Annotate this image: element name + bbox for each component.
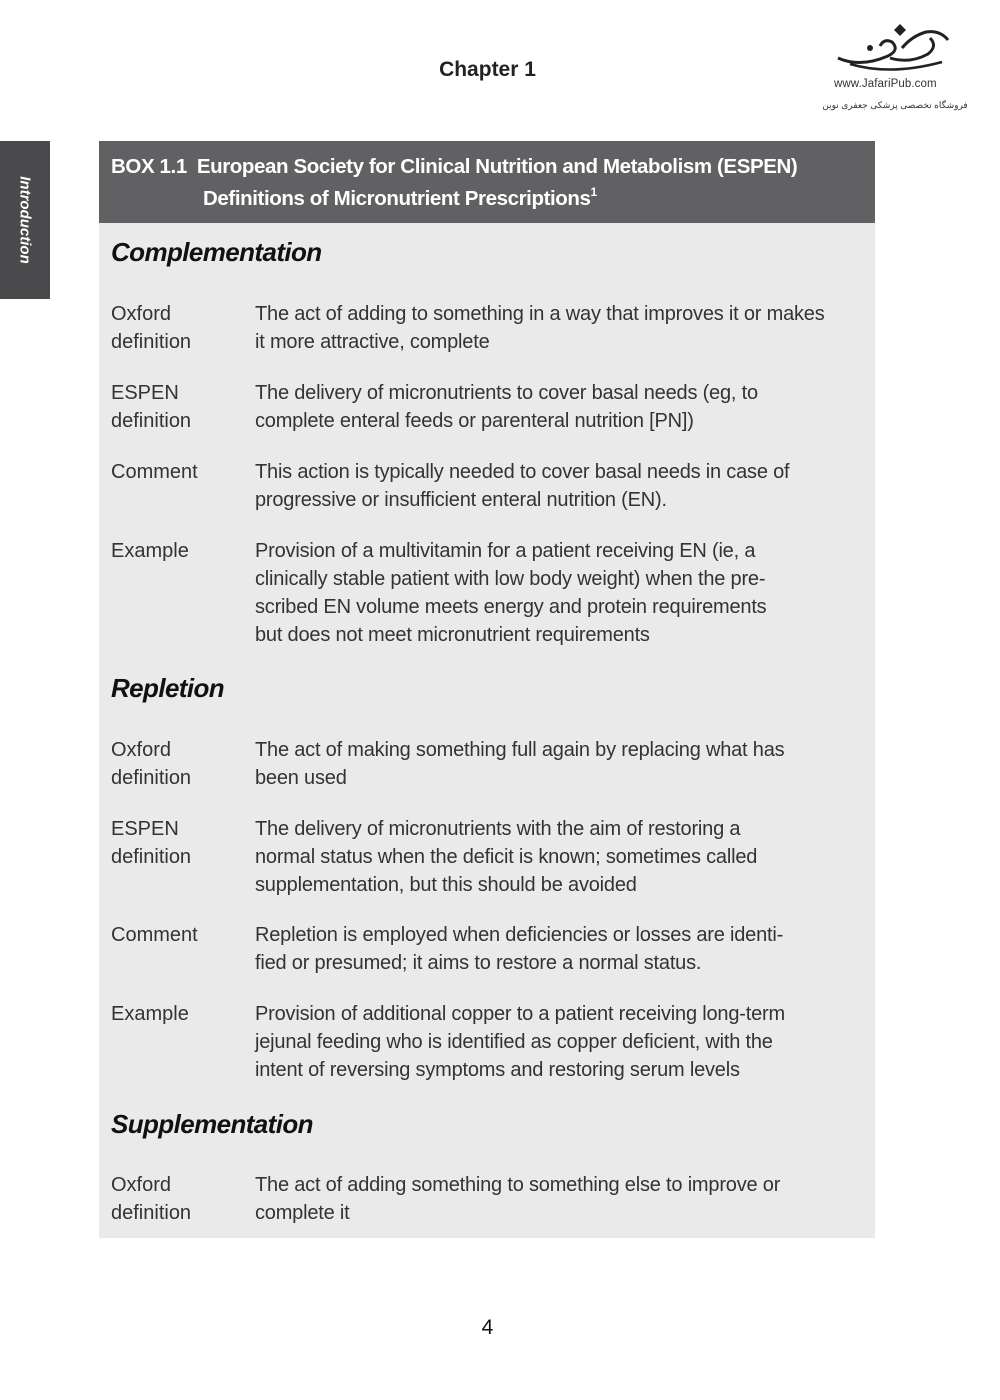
definition-line: it more attractive, complete (255, 331, 490, 353)
term-line: definition (111, 410, 192, 432)
definition-line: This action is typically needed to cover basal needs in case of (255, 461, 790, 483)
definition-line: Provision of additional copper to a patient receiving long-term (255, 1003, 785, 1025)
term-line: Oxford (111, 739, 172, 761)
logo-url: www.JafariPub.com (834, 78, 937, 90)
publisher-logo (820, 18, 980, 118)
box-title-text-1: European Society for Clinical Nutrition and Metabolism (ESPEN) (196, 155, 798, 178)
side-tab-label: Introduction (16, 176, 34, 264)
definition-line: Repletion is employed when deficiencies or losses are identi- (255, 924, 784, 946)
publisher-logo-icon (830, 18, 960, 76)
definition-line: been used (255, 767, 347, 789)
definition-line: complete it (255, 1202, 350, 1224)
term-line: ESPEN (111, 382, 179, 404)
definition-line: The act of making something full again by replacing what has (255, 739, 785, 761)
term-line: Comment (111, 924, 198, 946)
definition-text (255, 736, 867, 792)
logo-subtitle: فروشگاه تخصصی پزشکی جعفری نوین (822, 100, 968, 110)
box-title-line-2 (203, 185, 597, 211)
definition-text (255, 1000, 867, 1084)
term-line: ESPEN (111, 818, 179, 840)
definition-text (255, 1171, 867, 1227)
term-line: Oxford (111, 303, 172, 325)
page-number: 4 (481, 1316, 494, 1339)
definition-term (111, 736, 241, 792)
definition-line: intent of reversing symptoms and restoring serum levels (255, 1059, 740, 1081)
term-line: Comment (111, 461, 198, 483)
definition-term (111, 1000, 241, 1028)
definition-line: scribed EN volume meets energy and protein requirements (255, 596, 767, 618)
definition-line: complete enteral feeds or parenteral nutrition [PN]) (255, 410, 694, 432)
definition-text (255, 300, 867, 356)
definition-line: fied or presumed; it aims to restore a normal status. (255, 952, 702, 974)
section-title: Supplementation (111, 1109, 313, 1139)
box-header (99, 141, 875, 223)
box-label: BOX 1.1 (111, 155, 187, 178)
term-line: Example (111, 540, 189, 562)
term-line: definition (111, 767, 192, 789)
term-line: Example (111, 1003, 189, 1025)
box-title-line-1 (111, 155, 797, 179)
definition-text (255, 537, 867, 649)
definition-text (255, 458, 867, 514)
definition-line: jejunal feeding who is identified as copper deficient, with the (255, 1031, 773, 1053)
definition-term (111, 300, 241, 356)
definition-term (111, 921, 241, 949)
definition-line: supplementation, but this should be avoided (255, 874, 637, 896)
term-line: Oxford (111, 1174, 172, 1196)
definition-line: but does not meet micronutrient requirements (255, 624, 650, 646)
definition-term (111, 379, 241, 435)
box-title-text-2: Definitions of Micronutrient Prescriptions (203, 187, 591, 210)
definition-term (111, 815, 241, 871)
definition-line: normal status when the deficit is known; sometimes called (255, 846, 758, 868)
definition-line: The act of adding to something in a way that improves it or makes (255, 303, 825, 325)
chapter-heading: Chapter 1 (439, 58, 536, 81)
term-line: definition (111, 846, 192, 868)
footnote-ref: 1 (590, 185, 597, 199)
section-title: Repletion (111, 673, 225, 703)
side-tab (0, 141, 50, 299)
definition-line: The delivery of micronutrients to cover basal needs (eg, to (255, 382, 758, 404)
definition-term (111, 458, 241, 486)
definition-text (255, 921, 867, 977)
definition-text (255, 815, 867, 899)
term-line: definition (111, 1202, 192, 1224)
term-line: definition (111, 331, 192, 353)
box-1-1 (99, 141, 875, 1238)
definition-line: The delivery of micronutrients with the aim of restoring a (255, 818, 741, 840)
definition-line: clinically stable patient with low body weight) when the pre- (255, 568, 766, 590)
definition-text (255, 379, 867, 435)
definition-term (111, 537, 241, 565)
definition-line: The act of adding something to something else to improve or (255, 1174, 781, 1196)
definition-line: Provision of a multivitamin for a patient receiving EN (ie, a (255, 540, 756, 562)
section-title: Complementation (111, 237, 322, 267)
definition-line: progressive or insufficient enteral nutrition (EN). (255, 489, 667, 511)
definition-term (111, 1171, 241, 1227)
